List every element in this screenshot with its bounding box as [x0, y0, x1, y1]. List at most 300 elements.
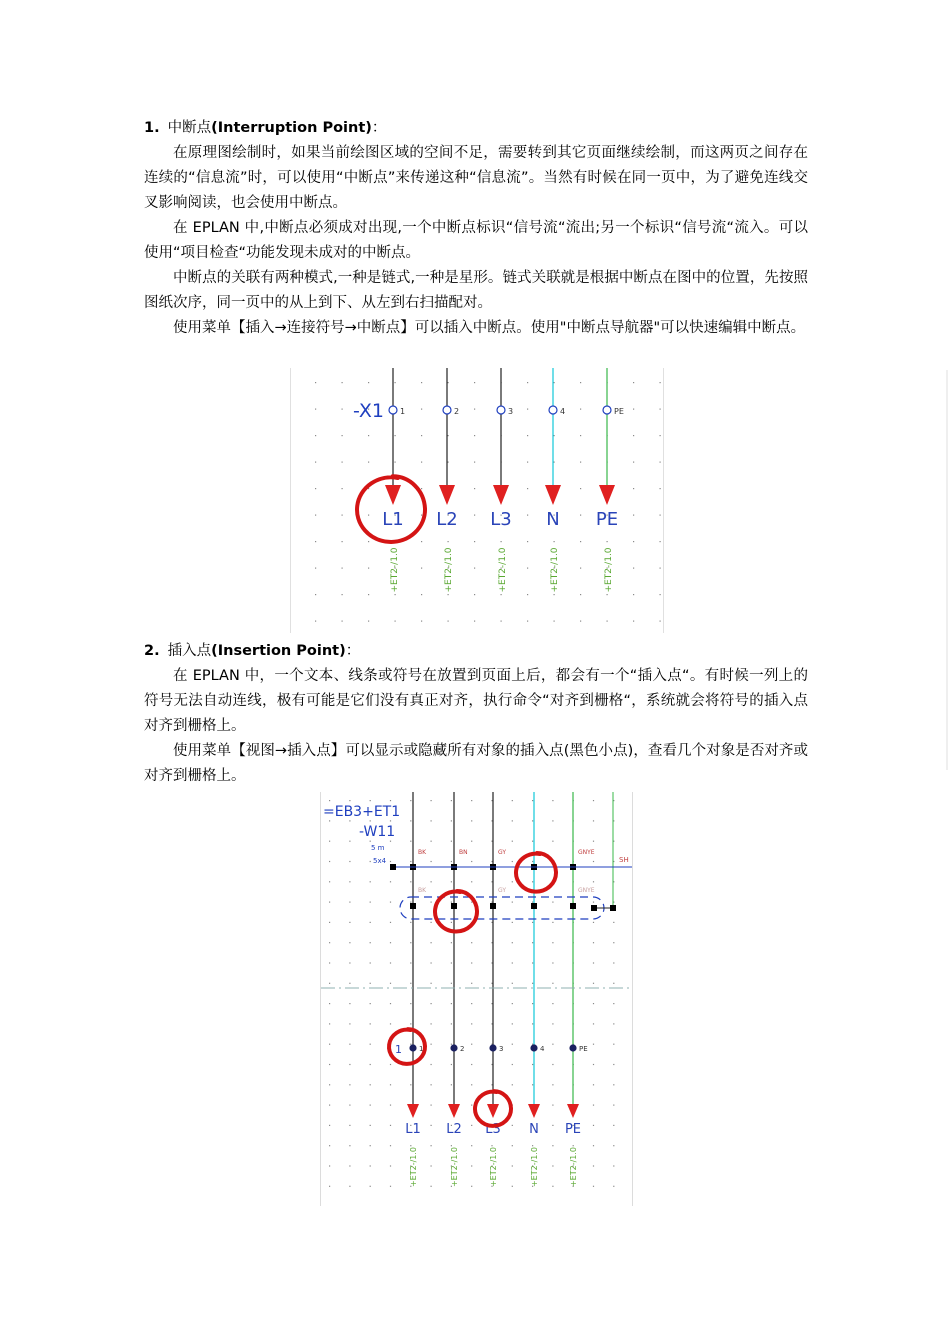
section-2-number: 2.	[144, 643, 160, 659]
interruption-arrow	[528, 1104, 540, 1118]
grid-dot	[660, 435, 661, 436]
grid-dot	[633, 382, 634, 383]
location-tag: =EB3+ET1	[323, 804, 401, 820]
grid-dot	[368, 621, 369, 622]
highlight-circle	[516, 853, 556, 892]
cable-spec: 5x4	[373, 857, 387, 865]
interruption-arrow	[567, 1104, 579, 1118]
grid-dot	[451, 1003, 452, 1004]
grid-dot	[315, 515, 316, 516]
grid-dot	[471, 800, 472, 801]
grid-dot	[593, 1084, 594, 1085]
grid-dot	[613, 1064, 614, 1065]
grid-dot	[410, 841, 411, 842]
grid-dot	[554, 435, 555, 436]
section-1-title-en: (Interruption Point)	[211, 120, 372, 136]
grid-dot	[532, 1064, 533, 1065]
cross-reference: +ET2-/1.0	[409, 1146, 418, 1188]
grid-dot	[532, 820, 533, 821]
grid-dot	[607, 621, 608, 622]
terminal-symbol	[549, 406, 557, 414]
grid-dot	[431, 1003, 432, 1004]
grid-dot	[532, 962, 533, 963]
grid-dot	[329, 841, 330, 842]
grid-dot	[410, 1145, 411, 1146]
grid-dot	[395, 435, 396, 436]
grid-dot	[593, 1165, 594, 1166]
grid-dot	[431, 841, 432, 842]
grid-dot	[342, 409, 343, 410]
terminal-number: 4	[540, 1045, 545, 1053]
grid-dot	[474, 541, 475, 542]
grid-dot	[390, 942, 391, 943]
grid-dot	[580, 435, 581, 436]
grid-dot	[501, 621, 502, 622]
interruption-label: PE	[564, 1122, 582, 1137]
grid-dot	[613, 1125, 614, 1126]
grid-dot	[512, 1044, 513, 1045]
terminal-number: 3	[499, 1045, 504, 1053]
interruption-point-figure	[290, 368, 664, 633]
grid-dot	[421, 488, 422, 489]
grid-dot	[580, 621, 581, 622]
grid-dot	[390, 902, 391, 903]
grid-dot	[390, 1084, 391, 1085]
grid-dot	[471, 1003, 472, 1004]
grid-dot	[315, 568, 316, 569]
grid-dot	[527, 621, 528, 622]
grid-dot	[451, 902, 452, 903]
grid-dot	[329, 942, 330, 943]
grid-dot	[431, 1145, 432, 1146]
grid-dot	[613, 1165, 614, 1166]
grid-dot	[607, 541, 608, 542]
section-1-paragraph: 使用菜单【插入→连接符号→中断点】可以插入中断点。使用"中断点导航器"可以快速编辑中断点。	[173, 320, 806, 336]
grid-dot	[349, 800, 350, 801]
interruption-arrow	[599, 485, 615, 505]
grid-dot	[532, 1145, 533, 1146]
interruption-arrow	[545, 485, 561, 505]
section-1-title-colon: ：	[371, 120, 387, 136]
grid-dot	[349, 962, 350, 963]
grid-dot	[349, 841, 350, 842]
grid-dot	[410, 1084, 411, 1085]
interruption-label: PE	[595, 509, 619, 530]
grid-dot	[342, 541, 343, 542]
grid-dot	[501, 594, 502, 595]
grid-dot	[613, 983, 614, 984]
grid-dot	[410, 922, 411, 923]
cross-reference: +ET2-/1.0	[569, 1146, 578, 1188]
grid-dot	[474, 382, 475, 383]
grid-dot	[390, 1186, 391, 1187]
grid-dot	[368, 462, 369, 463]
grid-dot	[390, 922, 391, 923]
grid-dot	[349, 1165, 350, 1166]
grid-dot	[552, 962, 553, 963]
grid-dot	[593, 1044, 594, 1045]
grid-dot	[554, 594, 555, 595]
interruption-point-diagram	[291, 368, 663, 633]
grid-dot	[512, 841, 513, 842]
insertion-point-dot	[570, 903, 576, 909]
grid-dot	[471, 1064, 472, 1065]
grid-dot	[395, 594, 396, 595]
grid-dot	[613, 942, 614, 943]
grid-dot	[552, 922, 553, 923]
grid-dot	[395, 382, 396, 383]
grid-dot	[512, 861, 513, 862]
grid-dot	[349, 1064, 350, 1065]
grid-dot	[431, 861, 432, 862]
grid-dot	[368, 568, 369, 569]
grid-dot	[451, 800, 452, 801]
grid-dot	[532, 1023, 533, 1024]
grid-dot	[370, 942, 371, 943]
grid-dot	[349, 861, 350, 862]
grid-dot	[451, 881, 452, 882]
grid-dot	[370, 841, 371, 842]
grid-dot	[410, 1023, 411, 1024]
grid-dot	[329, 983, 330, 984]
grid-dot	[315, 488, 316, 489]
grid-dot	[532, 902, 533, 903]
cable-tag: -W11	[359, 824, 396, 840]
grid-dot	[410, 800, 411, 801]
grid-dot	[329, 881, 330, 882]
grid-dot	[390, 820, 391, 821]
grid-dot	[633, 515, 634, 516]
grid-dot	[474, 488, 475, 489]
grid-dot	[532, 983, 533, 984]
grid-dot	[368, 382, 369, 383]
grid-dot	[329, 1084, 330, 1085]
grid-dot	[368, 594, 369, 595]
terminal-symbol	[603, 406, 611, 414]
grid-dot	[633, 435, 634, 436]
grid-dot	[329, 1105, 330, 1106]
grid-dot	[431, 1044, 432, 1045]
grid-dot	[633, 568, 634, 569]
grid-dot	[532, 922, 533, 923]
shield-label: SH	[619, 856, 629, 864]
grid-dot	[512, 1145, 513, 1146]
terminal-number: 2	[454, 407, 460, 416]
section-1	[144, 116, 808, 341]
wire-color-code: GNYE	[578, 887, 595, 894]
grid-dot	[633, 462, 634, 463]
grid-dot	[593, 1125, 594, 1126]
wire-color-code: GY	[498, 849, 507, 856]
section-1-paragraph: 在 EPLAN 中,中断点必须成对出现,一个中断点标识“信号流“流出;另一个标识“信号流“流入。可以使用“项目检查“功能发现未成对的中断点。	[144, 220, 808, 261]
grid-dot	[349, 1125, 350, 1126]
grid-dot	[552, 820, 553, 821]
grid-dot	[593, 922, 594, 923]
grid-dot	[593, 983, 594, 984]
grid-dot	[580, 541, 581, 542]
grid-dot	[660, 594, 661, 595]
grid-dot	[431, 1105, 432, 1106]
grid-dot	[370, 1125, 371, 1126]
interruption-arrow	[439, 485, 455, 505]
grid-dot	[532, 942, 533, 943]
grid-dot	[580, 515, 581, 516]
grid-dot	[552, 841, 553, 842]
grid-dot	[410, 902, 411, 903]
insertion-point-diagram	[321, 792, 632, 1206]
grid-dot	[431, 983, 432, 984]
grid-dot	[410, 962, 411, 963]
grid-dot	[370, 1145, 371, 1146]
grid-dot	[613, 1044, 614, 1045]
grid-dot	[471, 902, 472, 903]
grid-dot	[633, 488, 634, 489]
grid-dot	[349, 1023, 350, 1024]
grid-dot	[552, 1125, 553, 1126]
section-1-paragraph: 在原理图绘制时，如果当前绘图区域的空间不足，需要转到其它页面继续绘制，而这两页之间存在连续的“信息流”时，可以使用“中断点”来传递这种“信息流”。当然有时候在同一页中，为了避免连线交叉影响阅读，也会使用中断点。	[144, 145, 808, 211]
grid-dot	[593, 1145, 594, 1146]
grid-dot	[451, 820, 452, 821]
terminal-number: 1	[400, 407, 406, 416]
grid-dot	[552, 1145, 553, 1146]
grid-dot	[607, 594, 608, 595]
grid-dot	[527, 541, 528, 542]
grid-dot	[474, 409, 475, 410]
cross-reference: +ET2-/1.0	[489, 1146, 498, 1188]
section-1-heading	[144, 116, 808, 141]
grid-dot	[573, 1145, 574, 1146]
grid-dot	[431, 902, 432, 903]
grid-dot	[315, 435, 316, 436]
insertion-point-dot	[490, 903, 496, 909]
wire-color-code: BN	[459, 849, 468, 856]
grid-dot	[580, 594, 581, 595]
arrow-group	[407, 1104, 579, 1118]
interruption-label: L1	[405, 1122, 421, 1137]
grid-dot	[370, 1084, 371, 1085]
terminal-number: PE	[579, 1045, 588, 1053]
cross-ref-group	[409, 1147, 578, 1187]
grid-dot	[390, 1165, 391, 1166]
grid-dot	[329, 1125, 330, 1126]
cable-group	[390, 849, 632, 919]
grid-dot	[390, 1125, 391, 1126]
section-2-title-colon: ：	[345, 643, 361, 659]
highlight-circles	[389, 853, 556, 1126]
grid-dot	[390, 1105, 391, 1106]
interruption-label: L2	[446, 1122, 462, 1137]
terminal-symbol	[497, 406, 505, 414]
grid-dot	[349, 820, 350, 821]
terminal-prefix: 1	[395, 1043, 402, 1056]
grid-dot	[349, 983, 350, 984]
grid-dot	[329, 922, 330, 923]
grid-dot	[370, 1023, 371, 1024]
grid-dot	[370, 881, 371, 882]
grid-dot	[580, 488, 581, 489]
grid-dot	[329, 1044, 330, 1045]
grid-dot	[471, 1125, 472, 1126]
grid-dot	[471, 1044, 472, 1045]
grid-dot	[421, 568, 422, 569]
grid-dot	[342, 594, 343, 595]
grid-dot	[660, 409, 661, 410]
grid-dot	[315, 621, 316, 622]
grid-dot	[451, 861, 452, 862]
cross-reference: +ET2-/1.0	[550, 547, 560, 593]
grid-dot	[370, 1105, 371, 1106]
grid-dot	[329, 1064, 330, 1065]
grid-dot	[342, 382, 343, 383]
interruption-arrow	[385, 485, 401, 505]
grid-dot	[593, 841, 594, 842]
grid-dot	[552, 983, 553, 984]
grid-dot	[431, 1084, 432, 1085]
grid-dot	[512, 1064, 513, 1065]
grid-dot	[448, 382, 449, 383]
grid-dot	[431, 1165, 432, 1166]
grid-dot	[421, 382, 422, 383]
grid-dot	[390, 800, 391, 801]
grid-dot	[532, 1084, 533, 1085]
grid-dot	[370, 1165, 371, 1166]
grid-dot	[342, 462, 343, 463]
insertion-point-figure	[320, 792, 633, 1206]
interruption-arrow	[407, 1104, 419, 1118]
grid-dot	[329, 1023, 330, 1024]
grid-dot	[448, 541, 449, 542]
grid-dot	[329, 800, 330, 801]
grid-dot	[342, 488, 343, 489]
grid-dot	[451, 1023, 452, 1024]
grid-dot	[613, 1084, 614, 1085]
interruption-label: L1	[382, 509, 404, 530]
insertion-point-dot	[451, 903, 457, 909]
grid-dot	[342, 515, 343, 516]
grid-dot	[532, 881, 533, 882]
grid-dot	[474, 435, 475, 436]
grid-dot	[633, 621, 634, 622]
grid-dot	[593, 902, 594, 903]
grid-dot	[474, 621, 475, 622]
grid-dot	[315, 462, 316, 463]
grid-dot	[349, 1186, 350, 1187]
grid-dot	[329, 1165, 330, 1166]
grid-dot	[349, 881, 350, 882]
grid-dot	[329, 1145, 330, 1146]
grid-dot	[431, 942, 432, 943]
grid-dot	[471, 983, 472, 984]
grid-dot	[390, 841, 391, 842]
grid-dot	[349, 902, 350, 903]
grid-dot	[431, 962, 432, 963]
section-2-title-cn: 插入点	[167, 643, 212, 659]
grid-dot	[660, 541, 661, 542]
grid-dot	[370, 902, 371, 903]
grid-dot	[580, 568, 581, 569]
grid-dot	[451, 942, 452, 943]
grid-dot	[512, 1084, 513, 1085]
interruption-label: L3	[490, 509, 512, 530]
grid-dot	[554, 382, 555, 383]
grid-dot	[474, 568, 475, 569]
grid-dot	[349, 1105, 350, 1106]
terminal-symbol	[569, 1044, 576, 1051]
section-1-paragraph: 中断点的关联有两种模式,一种是链式,一种是星形。链式关联就是根据中断点在图中的位置，先按照图纸次序，同一页中的从上到下、从左到右扫描配对。	[144, 270, 808, 311]
grid-dot	[421, 541, 422, 542]
grid-dot	[552, 1064, 553, 1065]
grid-dot	[370, 983, 371, 984]
interruption-label: L2	[436, 509, 458, 530]
grid-dot	[580, 462, 581, 463]
grid-dot	[580, 382, 581, 383]
grid-dot	[471, 1023, 472, 1024]
grid-dot	[512, 1186, 513, 1187]
grid-dot	[410, 820, 411, 821]
grid-dot	[342, 435, 343, 436]
grid-dot	[554, 541, 555, 542]
grid-dot	[552, 1186, 553, 1187]
grid-dot	[349, 1145, 350, 1146]
grid-dot	[315, 409, 316, 410]
cross-reference: +ET2-/1.0	[530, 1146, 539, 1188]
grid-dot	[370, 1003, 371, 1004]
grid-dot	[471, 1165, 472, 1166]
terminal-number: 3	[508, 407, 514, 416]
terminal-symbol	[450, 1044, 457, 1051]
grid-dot	[512, 800, 513, 801]
grid-dot	[552, 902, 553, 903]
grid-dot	[613, 1105, 614, 1106]
grid-dot	[660, 515, 661, 516]
grid-dot	[660, 621, 661, 622]
grid-dot	[349, 1044, 350, 1045]
grid-dot	[448, 621, 449, 622]
interruption-arrow	[493, 485, 509, 505]
grid-dot	[527, 568, 528, 569]
grid-dot	[532, 800, 533, 801]
grid-dot	[315, 541, 316, 542]
grid-dot	[370, 820, 371, 821]
interruption-label: N	[529, 1122, 539, 1137]
grid-dot	[390, 983, 391, 984]
grid-dot	[532, 841, 533, 842]
grid-dot	[527, 488, 528, 489]
grid-dot	[471, 1084, 472, 1085]
grid-dot	[474, 515, 475, 516]
grid-dot	[451, 962, 452, 963]
grid-dot	[451, 1145, 452, 1146]
grid-dot	[421, 435, 422, 436]
grid-dot	[329, 962, 330, 963]
grid-dot	[395, 462, 396, 463]
grid-dot	[613, 1145, 614, 1146]
grid-dot	[448, 435, 449, 436]
grid-dot	[410, 1003, 411, 1004]
grid-dot	[448, 462, 449, 463]
grid-dot	[613, 962, 614, 963]
section-2	[144, 639, 808, 789]
terminal-symbol	[389, 406, 397, 414]
grid-dot	[532, 861, 533, 862]
grid-dot	[552, 800, 553, 801]
grid-dot	[527, 594, 528, 595]
grid-dot	[527, 515, 528, 516]
terminal-symbol	[443, 406, 451, 414]
grid-dot	[474, 462, 475, 463]
grid-dot	[474, 594, 475, 595]
grid-dot	[593, 1023, 594, 1024]
